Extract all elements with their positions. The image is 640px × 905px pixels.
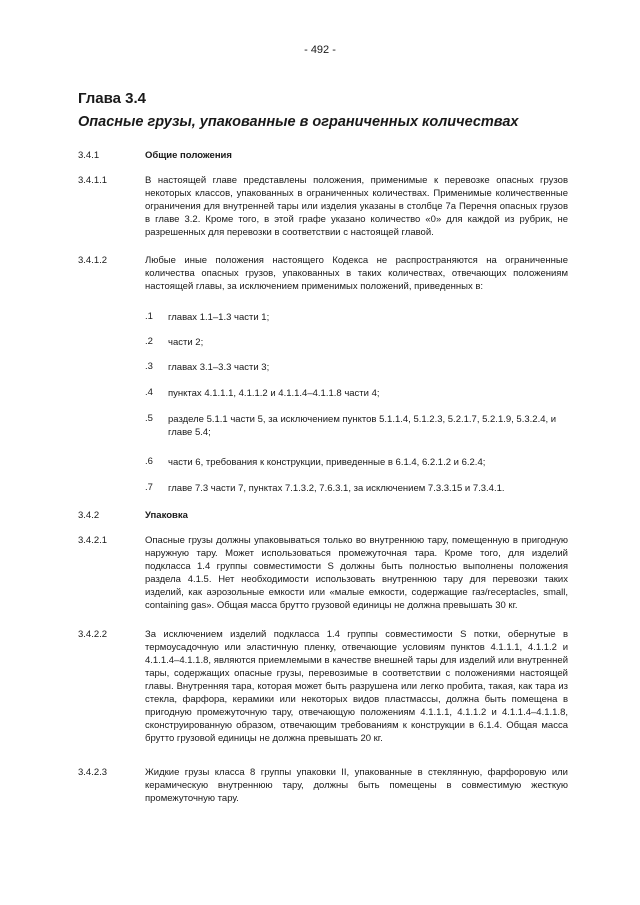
chapter-title: Глава 3.4 bbox=[78, 90, 147, 107]
paragraph: Жидкие грузы класса 8 группы упаковки II, упакованные в стеклянную, фарфоровую или керамическую внутреннюю тару, должны быть помещены в совместимую жесткую промежуточную тару. bbox=[145, 767, 568, 804]
list-item: части 6, требования к конструкции, приведенные в 6.1.4, 6.2.1.2 и 6.2.4; bbox=[168, 457, 486, 468]
list-item: главах 3.1–3.3 части 3; bbox=[168, 362, 270, 373]
section-number: 3.4.2 bbox=[78, 510, 100, 521]
section-number: 3.4.1.2 bbox=[78, 255, 108, 266]
list-item-number: .1 bbox=[145, 311, 153, 322]
list-item: части 2; bbox=[168, 337, 204, 348]
list-item-number: .6 bbox=[145, 456, 153, 467]
section-number: 3.4.2.1 bbox=[78, 535, 108, 546]
section-number: 3.4.1 bbox=[78, 150, 100, 161]
list-item-number: .5 bbox=[145, 413, 153, 424]
list-item: главе 7.3 части 7, пунктах 7.1.3.2, 7.6.3.1, за исключением 7.3.3.15 и 7.3.4.1. bbox=[168, 483, 505, 494]
paragraph: Любые иные положения настоящего Кодекса не распространяются на ограниченные количества опасных грузов, упакованных в таких количествах, отвечающих положениям настоящей главы, за исключением применимых положений, приведенных в: bbox=[145, 255, 568, 292]
section-heading: Общие положения bbox=[145, 150, 232, 161]
section-number: 3.4.1.1 bbox=[78, 175, 108, 186]
section-heading: Упаковка bbox=[145, 510, 188, 521]
chapter-subtitle: Опасные грузы, упакованные в ограниченных количествах bbox=[78, 114, 519, 130]
list-item-number: .2 bbox=[145, 336, 153, 347]
paragraph: В настоящей главе представлены положения, применимые к перевозке опасных грузов некоторых классов, упакованных в ограниченных количествах. Применимые количественные ограничения для внутренней тары или изделия указаны в столбце 7a Перечня опасных грузов в главе 3.2. Кроме того, в этой графе указано количество «0» для каждой из рубрик, не разрешенных для перевозки в соответствии с настоящей главой. bbox=[145, 175, 568, 238]
list-item: разделе 5.1.1 части 5, за исключением пунктов 5.1.1.4, 5.1.2.3, 5.2.1.7, 5.2.1.9, 5.3.2.4, и главе 5.4; bbox=[168, 414, 557, 438]
section-number: 3.4.2.2 bbox=[78, 629, 108, 640]
list-item-number: .7 bbox=[145, 482, 153, 493]
page-number: - 492 - bbox=[304, 44, 336, 56]
list-item: главах 1.1–1.3 части 1; bbox=[168, 312, 270, 323]
list-item-number: .4 bbox=[145, 387, 153, 398]
paragraph: Опасные грузы должны упаковываться только во внутреннюю тару, помещенную в пригодную наружную тару. Может использоваться промежуточная тара. Кроме того, для изделий подкласса 1.4 группы совместимости S должны быть полностью выполнены положения раздела 4.1.5. Нет необходимости использовать внутреннюю тару для перевозки таких изделий, как аэрозольные емкости или «малые емкости, содержащие газ/receptacles, small, containing gas». Общая масса брутто грузовой единицы не должна превышать 30 кг. bbox=[145, 535, 568, 611]
list-item-number: .3 bbox=[145, 361, 153, 372]
section-number: 3.4.2.3 bbox=[78, 767, 108, 778]
list-item: пунктах 4.1.1.1, 4.1.1.2 и 4.1.1.4–4.1.1.8 части 4; bbox=[168, 388, 380, 399]
paragraph: За исключением изделий подкласса 1.4 группы совместимости S потки, обернутые в термоусадочную или эластичную пленку, отвечающие условиям пунктов 4.1.1.1, 4.1.1.2 и 4.1.1.4–4.1.1.8, являются приемлемыми в качестве внешней тары для изделий или внутренней тары, содержащих опасные грузы, перевозимые в соответствии с положениями настоящей главы. Внутренняя тара, которая может быть разрушена или легко пробита, такая, как тара из стекла, фарфора, керамики или некоторых видов пластмассы, должна быть помещена в пригодную промежуточную тару, отвечающую положениям 4.1.1.1, 4.1.1.2 и 4.1.1.4–4.1.1.8, сконструированную образом, отвечающим требованиям к конструкции в 6.1.4. Общая масса брутто грузовой единицы не должна превышать 20 кг. bbox=[145, 629, 568, 744]
